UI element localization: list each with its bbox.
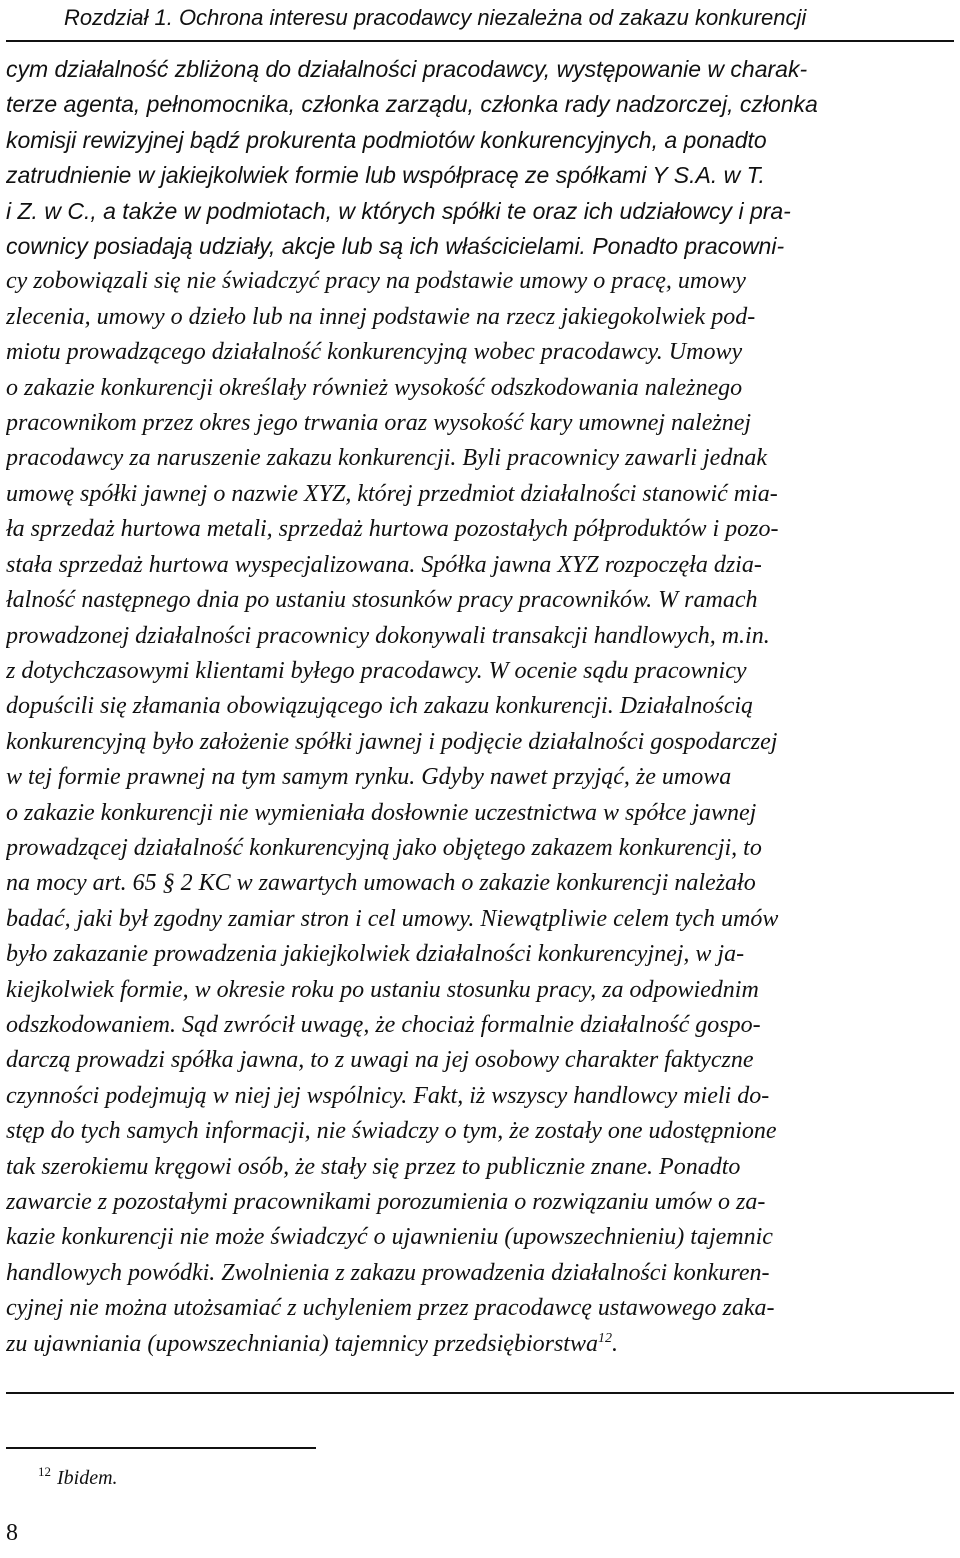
body-paragraph — [6, 52, 954, 1362]
text-line: pracodawcy za naruszenie zakazu konkurencji. Byli pracownicy zawarli jednak — [6, 445, 767, 472]
page-number: 8 — [6, 1520, 18, 1546]
footnote-reference[interactable]: 12 — [597, 1330, 612, 1346]
text-line: terze agenta, pełnomocnika, członka zarządu, członka rady nadzorczej, członka — [6, 91, 818, 118]
page-header — [64, 4, 934, 32]
text-line: konkurencyjną było założenie spółki jawnej i podjęcie działalności gospodarczej — [6, 728, 778, 755]
text-line: prowadzącej działalność konkurencyjną jako objętego zakazem konkurencji, to — [6, 834, 762, 861]
text-line-end: . — [611, 1330, 618, 1357]
text-line-content: zu ujawniania (upowszechniania) tajemnicy przedsiębiorstwa — [6, 1330, 598, 1357]
body-bottom-divider — [6, 1392, 954, 1394]
footnote-divider — [6, 1447, 316, 1449]
text-line: dopuścili się złamania obowiązującego ich zakazu konkurencji. Działalnością — [6, 693, 754, 720]
footnote-number: 12 — [38, 1464, 51, 1480]
text-line: odszkodowaniem. Sąd zwrócił uwagę, że chociaż formalnie działalność gospo- — [6, 1011, 761, 1038]
text-line: łalność następnego dnia po ustaniu stosunków pracy pracowników. W ramach — [6, 587, 758, 614]
text-line: cyjnej nie można utożsamiać z uchyleniem przez pracodawcę ustawowego zaka- — [6, 1295, 775, 1322]
text-line: czynności podejmują w niej jej wspólnicy. Fakt, iż wszyscy handlowcy mieli do- — [6, 1082, 770, 1109]
text-line: i Z. w C., a także w podmiotach, w których spółki te oraz ich udziałowcy i pra- — [6, 197, 791, 224]
text-line: tak szerokiemu kręgowi osób, że stały się przez to publicznie znane. Ponadto — [6, 1153, 741, 1180]
text-line: prowadzonej działalności pracownicy dokonywali transakcji handlowych, m.in. — [6, 622, 770, 649]
text-line: pracownikom przez okres jego trwania oraz wysokość kary umownej należnej — [6, 410, 752, 437]
text-line: stęp do tych samych informacji, nie świadczy o tym, że zostały one udostępnione — [6, 1118, 777, 1145]
chapter-title: Rozdział 1. Ochrona interesu pracodawcy niezależna od zakazu konkurencji — [64, 5, 807, 30]
text-line: w tej formie prawnej na tym samym rynku. Gdyby nawet przyjąć, że umowa — [6, 764, 732, 791]
text-line: na mocy art. 65 § 2 KC w zawartych umowach o zakazie konkurencji należało — [6, 870, 756, 897]
footnote-text: Ibidem. — [57, 1467, 118, 1489]
text-line: badać, jaki był zgodny zamiar stron i cel umowy. Niewątpliwie celem tych umów — [6, 905, 779, 932]
text-line: umowę spółki jawnej o nazwie XYZ, której przedmiot działalności stanowić mia- — [6, 480, 778, 507]
text-line: handlowych powódki. Zwolnienia z zakazu prowadzenia działalności konkuren- — [6, 1259, 770, 1286]
text-line: kiejkolwiek formie, w okresie roku po ustaniu stosunku pracy, za odpowiednim — [6, 976, 759, 1003]
text-line: darczą prowadzi spółka jawna, to z uwagi na jej osobowy charakter faktyczne — [6, 1047, 754, 1074]
text-line: zatrudnienie w jakiejkolwiek formie lub współpracę ze spółkami Y S.A. w T. — [6, 162, 765, 189]
text-line: o zakazie konkurencji określały również wysokość odszkodowania należnego — [6, 374, 743, 401]
text-line: zlecenia, umowy o dzieło lub na innej podstawie na rzecz jakiegokolwiek pod- — [6, 303, 756, 330]
text-line: cownicy posiadają udziały, akcje lub są ich właścicielami. Ponadto pracowni- — [6, 233, 785, 260]
text-line: kazie konkurencji nie może świadczyć o ujawnieniu (upowszechnieniu) tajemnic — [6, 1224, 773, 1251]
text-line: o zakazie konkurencji nie wymieniała dosłownie uczestnictwa w spółce jawnej — [6, 799, 757, 826]
text-line: ła sprzedaż hurtowa metali, sprzedaż hurtowa pozostałych półproduktów i pozo- — [6, 516, 779, 543]
header-divider — [6, 40, 954, 42]
text-line: stała sprzedaż hurtowa wyspecjalizowana. Spółka jawna XYZ rozpoczęła dzia- — [6, 551, 762, 578]
text-line: cym działalność zbliżoną do działalności pracodawcy, występowanie w charak- — [6, 56, 808, 82]
text-line: było zakazanie prowadzenia jakiejkolwiek działalności konkurencyjnej, w ja- — [6, 941, 745, 968]
text-line: cy zobowiązali się nie świadczyć pracy na podstawie umowy o pracę, umowy — [6, 268, 746, 295]
text-line: z dotychczasowymi klientami byłego pracodawcy. W ocenie sądu pracownicy — [6, 657, 747, 684]
text-line: miotu prowadzącego działalność konkurencyjną wobec pracodawcy. Umowy — [6, 339, 743, 366]
text-line-last — [6, 1327, 954, 1362]
text-line: komisji rewizyjnej bądź prokurenta podmiotów konkurencyjnych, a ponadto — [6, 126, 767, 153]
text-line: zawarcie z pozostałymi pracownikami porozumienia o rozwiązaniu umów o za- — [6, 1189, 766, 1215]
footnote — [38, 1466, 118, 1490]
